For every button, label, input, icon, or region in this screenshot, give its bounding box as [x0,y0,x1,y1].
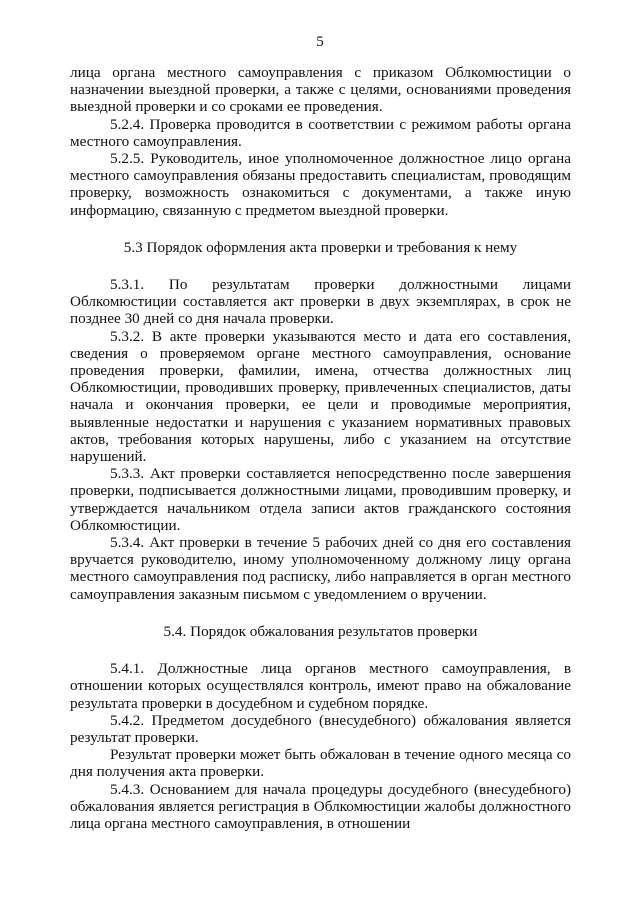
section-heading: 5.4. Порядок обжалования результатов проверки [163,622,478,640]
paragraph: 5.4.2. Предметом досудебного (внесудебного) обжалования является результат проверки. [70,711,571,746]
paragraph: 5.4.1. Должностные лица органов местного самоуправления, в отношении которых осуществлялся контроль, имеют право на обжалование результата проверки в досудебном и судебном порядке. [70,660,571,712]
page-number: 5 [316,34,324,50]
paragraph: 5.4.3. Основанием для начала процедуры досудебного (внесудебного) обжалования является регистрация в Облкомюстиции жалобы должностного лица органа местного самоуправления, в отношении [70,780,571,832]
paragraph: Результат проверки может быть обжалован в течение одного месяца со дня получения акта проверки. [70,746,571,781]
paragraph: 5.3.1. По результатам проверки должностными лицами Облкомюстиции составляется акт проверки в двух экземплярах, в срок не позднее 30 дней со дня начала проверки. [70,276,571,328]
paragraph: 5.2.4. Проверка проводится в соответствии с режимом работы органа местного самоуправления. [70,115,571,150]
paragraph: 5.2.5. Руководитель, иное уполномоченное должностное лицо органа местного самоуправления обязаны предоставить специалистам, проводящим проверку, возможность ознакомиться с документами, а также иную информацию, связанную с предметом выездной проверки. [70,150,571,219]
paragraph: 5.3.3. Акт проверки составляется непосредственно после завершения проверки, подписывается должностными лицами, проводившим проверку, и утверждается начальником отдела записи актов гражданского состояния Облкомюстиции. [70,465,571,534]
section-heading: 5.3 Порядок оформления акта проверки и требования к нему [123,238,518,256]
document-body [70,64,571,832]
paragraph: 5.3.4. Акт проверки в течение 5 рабочих дней со дня его составления вручается руководителю, иному уполномоченному должному лицу органа местного самоуправления под расписку, либо направляется в орган местного самоуправления заказным письмом с уведомлением о вручении. [70,534,571,603]
paragraph: 5.3.2. В акте проверки указываются место и дата его составления, сведения о проверяемом органе местного самоуправления, основание проведения проверки, фамилии, имена, отчества должностных лиц Облкомюстиции, проводивших проверку, привлеченных специалистов, даты начала и окончания проверки, ее цели и проводимые мероприятия, выявленные недостатки и нарушения с указанием нормативных правовых актов, требования которых нарушены, либо с указанием на отсутствие нарушений. [70,327,571,466]
paragraph: лица органа местного самоуправления с приказом Облкомюстиции о назначении выездной проверки, а также с целями, основаниями проведения выездной проверки и со сроками ее проведения. [70,64,571,116]
